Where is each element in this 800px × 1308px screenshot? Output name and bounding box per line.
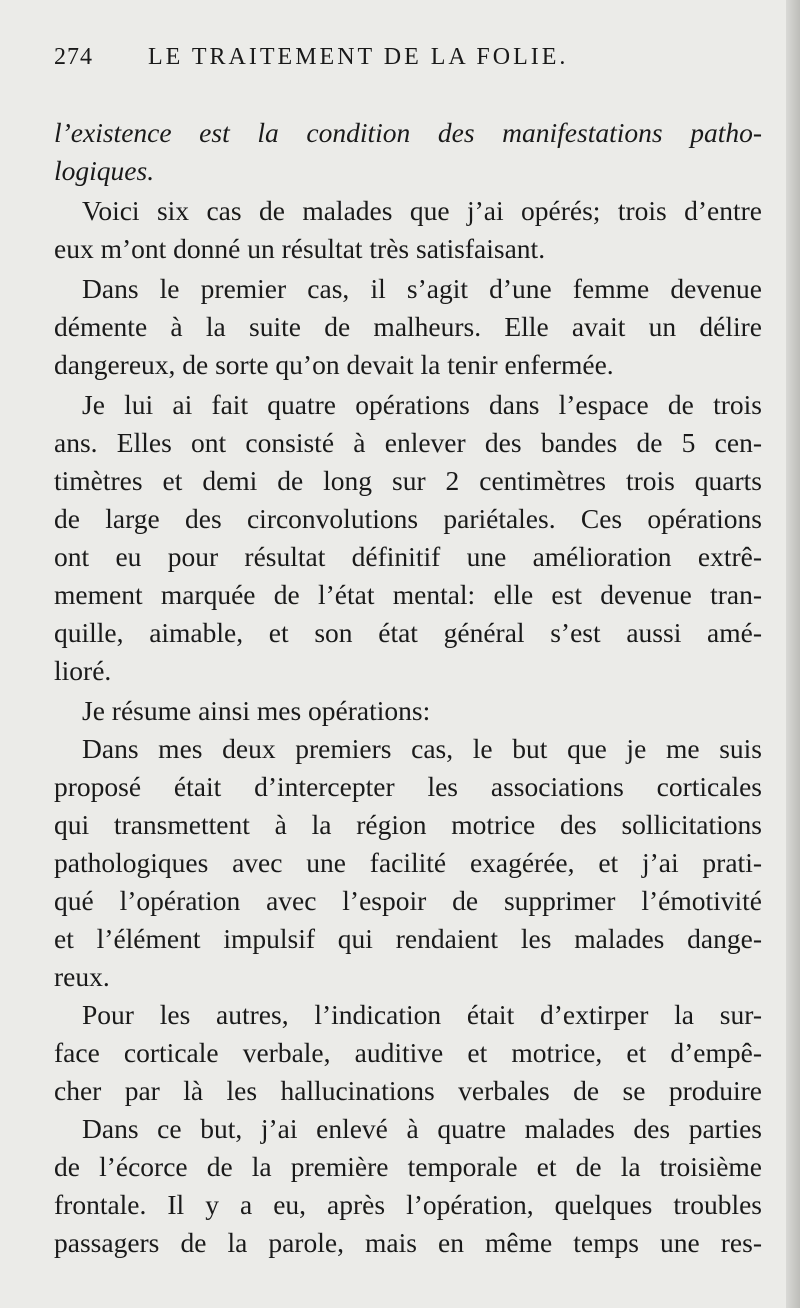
text-line: qué l’opération avec l’espoir de supprimer l’émotivité [54,885,762,916]
paragraph-first-line: Pour les autres, l’indication était d’extirper la sur- [82,999,762,1030]
text-line: pathologiques avec une facilité exagérée, et j’ai prati- [54,847,762,878]
text-line: reux. [54,961,110,992]
page-number: 274 [54,44,93,70]
text-line: et l’élément impulsif qui rendaient les malades dange- [54,923,762,954]
text-line: l’existence est la condition des manifestations patho- [54,117,762,148]
page-edge-shadow [786,0,800,1308]
text-line: de large des circonvolutions pariétales. Ces opérations [54,503,762,534]
paragraph-first-line: Dans ce but, j’ai enlevé à quatre malades des parties [82,1113,762,1144]
text-line: face corticale verbale, auditive et motrice, et d’empê- [54,1037,762,1068]
text-line: ont eu pour résultat définitif une amélioration extrê- [54,541,762,572]
paragraph-first-line: Dans mes deux premiers cas, le but que je me suis [82,733,762,764]
paragraph-first-line: Voici six cas de malades que j’ai opérés; trois d’entre [82,195,762,226]
running-header [54,44,754,78]
text-line: lioré. [54,655,112,686]
text-line: proposé était d’intercepter les associations corticales [54,771,762,802]
text-line: logiques. [54,155,155,186]
paragraph-first-line: Dans le premier cas, il s’agit d’une femme devenue [82,273,762,304]
text-line: frontale. Il y a eu, après l’opération, quelques troubles [54,1189,762,1220]
text-line: passagers de la parole, mais en même temps une res- [54,1227,762,1258]
text-line: démente à la suite de malheurs. Elle avait un délire [54,311,762,342]
text-line: de l’écorce de la première temporale et de la troisième [54,1151,762,1182]
text-line: timètres et demi de long sur 2 centimètres trois quarts [54,465,762,496]
text-line: ans. Elles ont consisté à enlever des bandes de 5 cen- [54,427,762,458]
paragraph-first-line: Je lui ai fait quatre opérations dans l’espace de trois [82,389,762,420]
running-title: LE TRAITEMENT DE LA FOLIE. [148,44,569,70]
text-line: cher par là les hallucinations verbales de se produire [54,1075,762,1106]
text-line: quille, aimable, et son état général s’est aussi amé- [54,617,762,648]
paragraph-first-line: Je résume ainsi mes opérations: [82,695,431,726]
text-line: eux m’ont donné un résultat très satisfaisant. [54,233,546,264]
text-line: qui transmettent à la région motrice des sollicitations [54,809,762,840]
text-line: dangereux, de sorte qu’on devait la tenir enfermée. [54,349,614,380]
text-line: mement marquée de l’état mental: elle est devenue tran- [54,579,762,610]
